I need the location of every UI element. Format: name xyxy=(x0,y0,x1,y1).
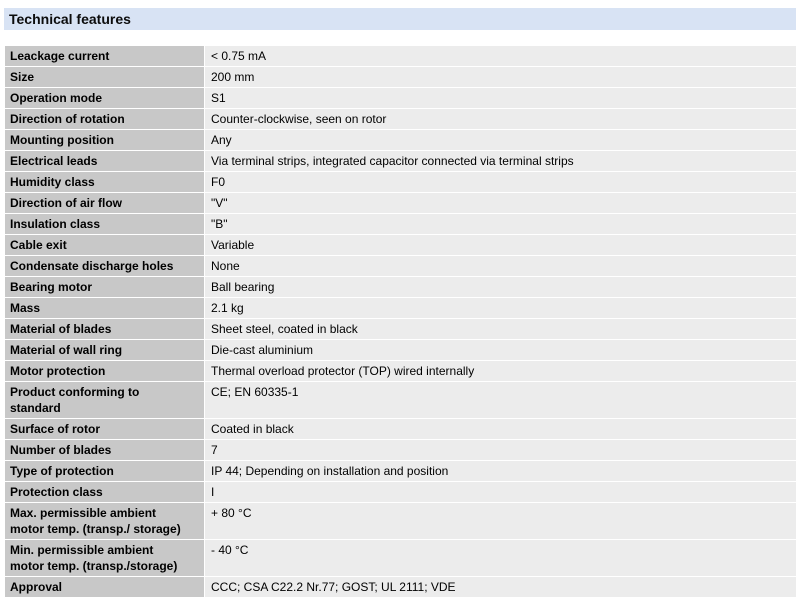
table-row xyxy=(5,88,797,109)
table-row xyxy=(5,540,797,577)
table-row xyxy=(5,298,797,319)
feature-value: Variable xyxy=(205,235,797,256)
feature-label: Material of wall ring xyxy=(5,340,205,361)
feature-label: Approval xyxy=(5,577,205,598)
feature-value: None xyxy=(205,256,797,277)
feature-value: < 0.75 mA xyxy=(205,46,797,67)
table-row xyxy=(5,67,797,88)
feature-value: F0 xyxy=(205,172,797,193)
feature-value: 2.1 kg xyxy=(205,298,797,319)
table-row xyxy=(5,214,797,235)
table-row xyxy=(5,340,797,361)
feature-label: Insulation class xyxy=(5,214,205,235)
feature-value: "B" xyxy=(205,214,797,235)
feature-value: Sheet steel, coated in black xyxy=(205,319,797,340)
feature-value: 7 xyxy=(205,440,797,461)
feature-value: CCC; CSA C22.2 Nr.77; GOST; UL 2111; VDE xyxy=(205,577,797,598)
table-row xyxy=(5,235,797,256)
table-row xyxy=(5,130,797,151)
feature-label: Direction of rotation xyxy=(5,109,205,130)
feature-value: S1 xyxy=(205,88,797,109)
feature-value: Any xyxy=(205,130,797,151)
table-row xyxy=(5,440,797,461)
feature-value: Counter-clockwise, seen on rotor xyxy=(205,109,797,130)
table-row xyxy=(5,193,797,214)
table-row xyxy=(5,419,797,440)
table-row xyxy=(5,151,797,172)
table-row xyxy=(5,461,797,482)
feature-value: 200 mm xyxy=(205,67,797,88)
feature-label: Bearing motor xyxy=(5,277,205,298)
feature-label: Mounting position xyxy=(5,130,205,151)
feature-label: Cable exit xyxy=(5,235,205,256)
feature-value: Die-cast aluminium xyxy=(205,340,797,361)
feature-label: Material of blades xyxy=(5,319,205,340)
table-row xyxy=(5,361,797,382)
feature-label: Motor protection xyxy=(5,361,205,382)
feature-label: Size xyxy=(5,67,205,88)
feature-value: Ball bearing xyxy=(205,277,797,298)
table-row xyxy=(5,319,797,340)
feature-label: Direction of air flow xyxy=(5,193,205,214)
table-row xyxy=(5,382,797,419)
feature-value: IP 44; Depending on installation and position xyxy=(205,461,797,482)
feature-label: Operation mode xyxy=(5,88,205,109)
feature-label: Product conforming to standard xyxy=(5,382,205,419)
feature-label: Max. permissible ambient motor temp. (transp./ storage) xyxy=(5,503,205,540)
feature-value: + 80 °C xyxy=(205,503,797,540)
feature-value: Thermal overload protector (TOP) wired internally xyxy=(205,361,797,382)
feature-label: Number of blades xyxy=(5,440,205,461)
feature-value: CE; EN 60335-1 xyxy=(205,382,797,419)
feature-value: Via terminal strips, integrated capacitor connected via terminal strips xyxy=(205,151,797,172)
feature-label: Surface of rotor xyxy=(5,419,205,440)
features-table-body xyxy=(5,46,797,598)
feature-label: Protection class xyxy=(5,482,205,503)
feature-label: Humidity class xyxy=(5,172,205,193)
table-row xyxy=(5,482,797,503)
section-title: Technical features xyxy=(4,8,796,30)
feature-label: Type of protection xyxy=(5,461,205,482)
table-row xyxy=(5,503,797,540)
feature-label: Min. permissible ambient motor temp. (transp./storage) xyxy=(5,540,205,577)
feature-value: - 40 °C xyxy=(205,540,797,577)
feature-value: "V" xyxy=(205,193,797,214)
feature-label: Condensate discharge holes xyxy=(5,256,205,277)
feature-label: Leackage current xyxy=(5,46,205,67)
table-row xyxy=(5,577,797,598)
feature-value: Coated in black xyxy=(205,419,797,440)
feature-label: Mass xyxy=(5,298,205,319)
table-row xyxy=(5,172,797,193)
table-row xyxy=(5,109,797,130)
table-row xyxy=(5,277,797,298)
feature-label: Electrical leads xyxy=(5,151,205,172)
table-row xyxy=(5,46,797,67)
feature-value: I xyxy=(205,482,797,503)
table-row xyxy=(5,256,797,277)
technical-features-table xyxy=(4,45,797,598)
